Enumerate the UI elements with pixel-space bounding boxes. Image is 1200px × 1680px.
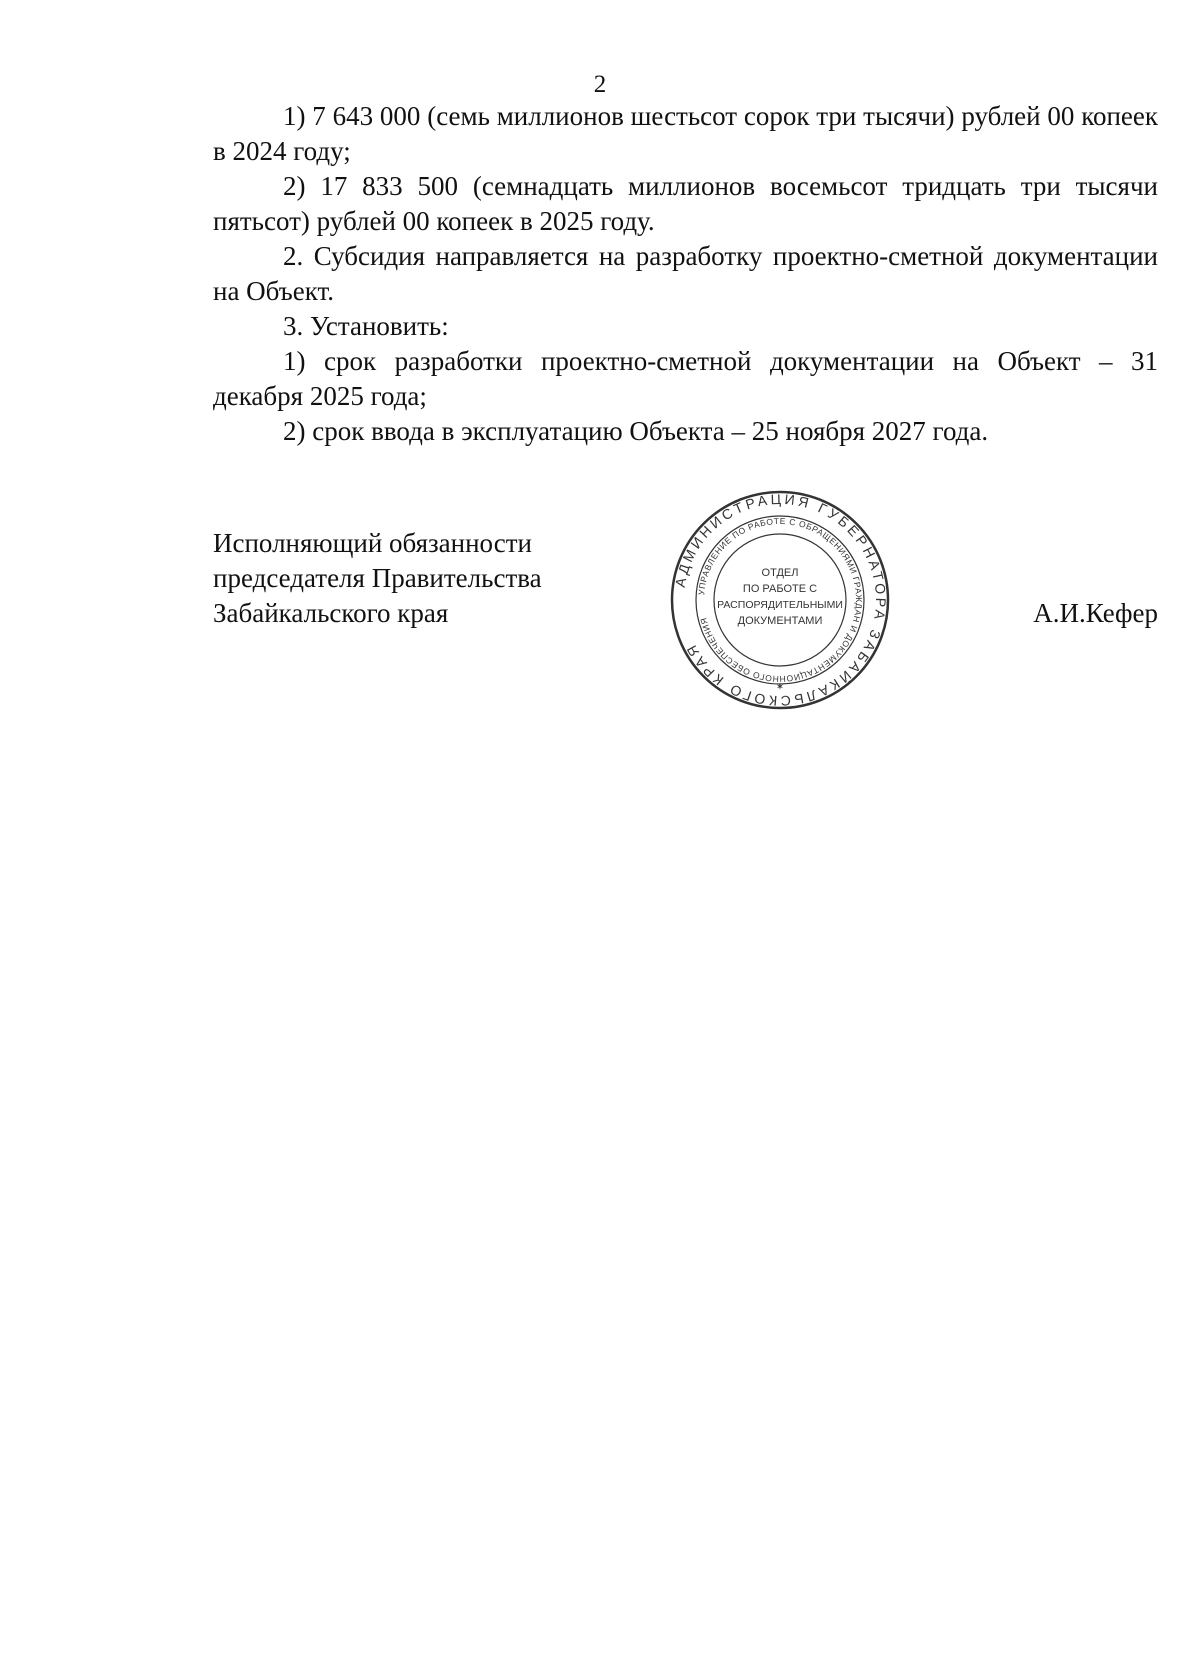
signatory-position-line: Исполняющий обязанности bbox=[213, 528, 532, 558]
seal-outer-text: АДМИНИСТРАЦИЯ ГУБЕРНАТОРА ЗАБАЙКАЛЬСКОГО КРАЯ bbox=[671, 490, 890, 710]
signatory-position bbox=[213, 526, 542, 631]
official-seal bbox=[670, 490, 890, 710]
document-body bbox=[213, 99, 1158, 449]
seal-inner-ring-text: УПРАВЛЕНИЕ ПО РАБОТЕ С ОБРАЩЕНИЯМИ ГРАЖДАН И ДОКУМЕНТАЦИОННОГО ОБЕСПЕЧЕНИЯ bbox=[696, 515, 865, 685]
paragraph-establish: 3. Установить: bbox=[283, 311, 449, 341]
seal-center-line: ОТДЕЛ bbox=[761, 567, 799, 579]
page-number: 2 bbox=[593, 71, 607, 98]
seal-graphic bbox=[670, 490, 890, 710]
signatory-name: А.И.Кефер bbox=[1033, 598, 1158, 628]
paragraph-amount-2025: 2) 17 833 500 (семнадцать миллионов восемьсот тридцать три тысячи пятьсот) рублей 00 копеек в 2025 году. bbox=[213, 171, 1158, 236]
seal-center-line: ДОКУМЕНТАМИ bbox=[737, 615, 823, 627]
paragraph-design-deadline: 1) срок разработки проектно-сметной документации на Объект – 31 декабря 2025 года; bbox=[213, 346, 1158, 411]
seal-center-line: ПО РАБОТЕ С bbox=[742, 583, 818, 595]
paragraph-commissioning-deadline: 2) срок ввода в эксплуатацию Объекта – 25 ноября 2027 года. bbox=[283, 416, 989, 446]
paragraph-amount-2024: 1) 7 643 000 (семь миллионов шестьсот сорок три тысячи) рублей 00 копеек в 2024 году; bbox=[213, 101, 1158, 166]
seal-star-icon: ✶ bbox=[775, 682, 785, 693]
seal-center-line: РАСПОРЯДИТЕЛЬНЫМИ bbox=[717, 599, 843, 611]
signatory-position-line: Забайкальского края bbox=[213, 598, 449, 628]
paragraph-subsidy-purpose: 2. Субсидия направляется на разработку проектно-сметной документации на Объект. bbox=[213, 241, 1158, 306]
signatory-position-line: председателя Правительства bbox=[213, 563, 542, 593]
